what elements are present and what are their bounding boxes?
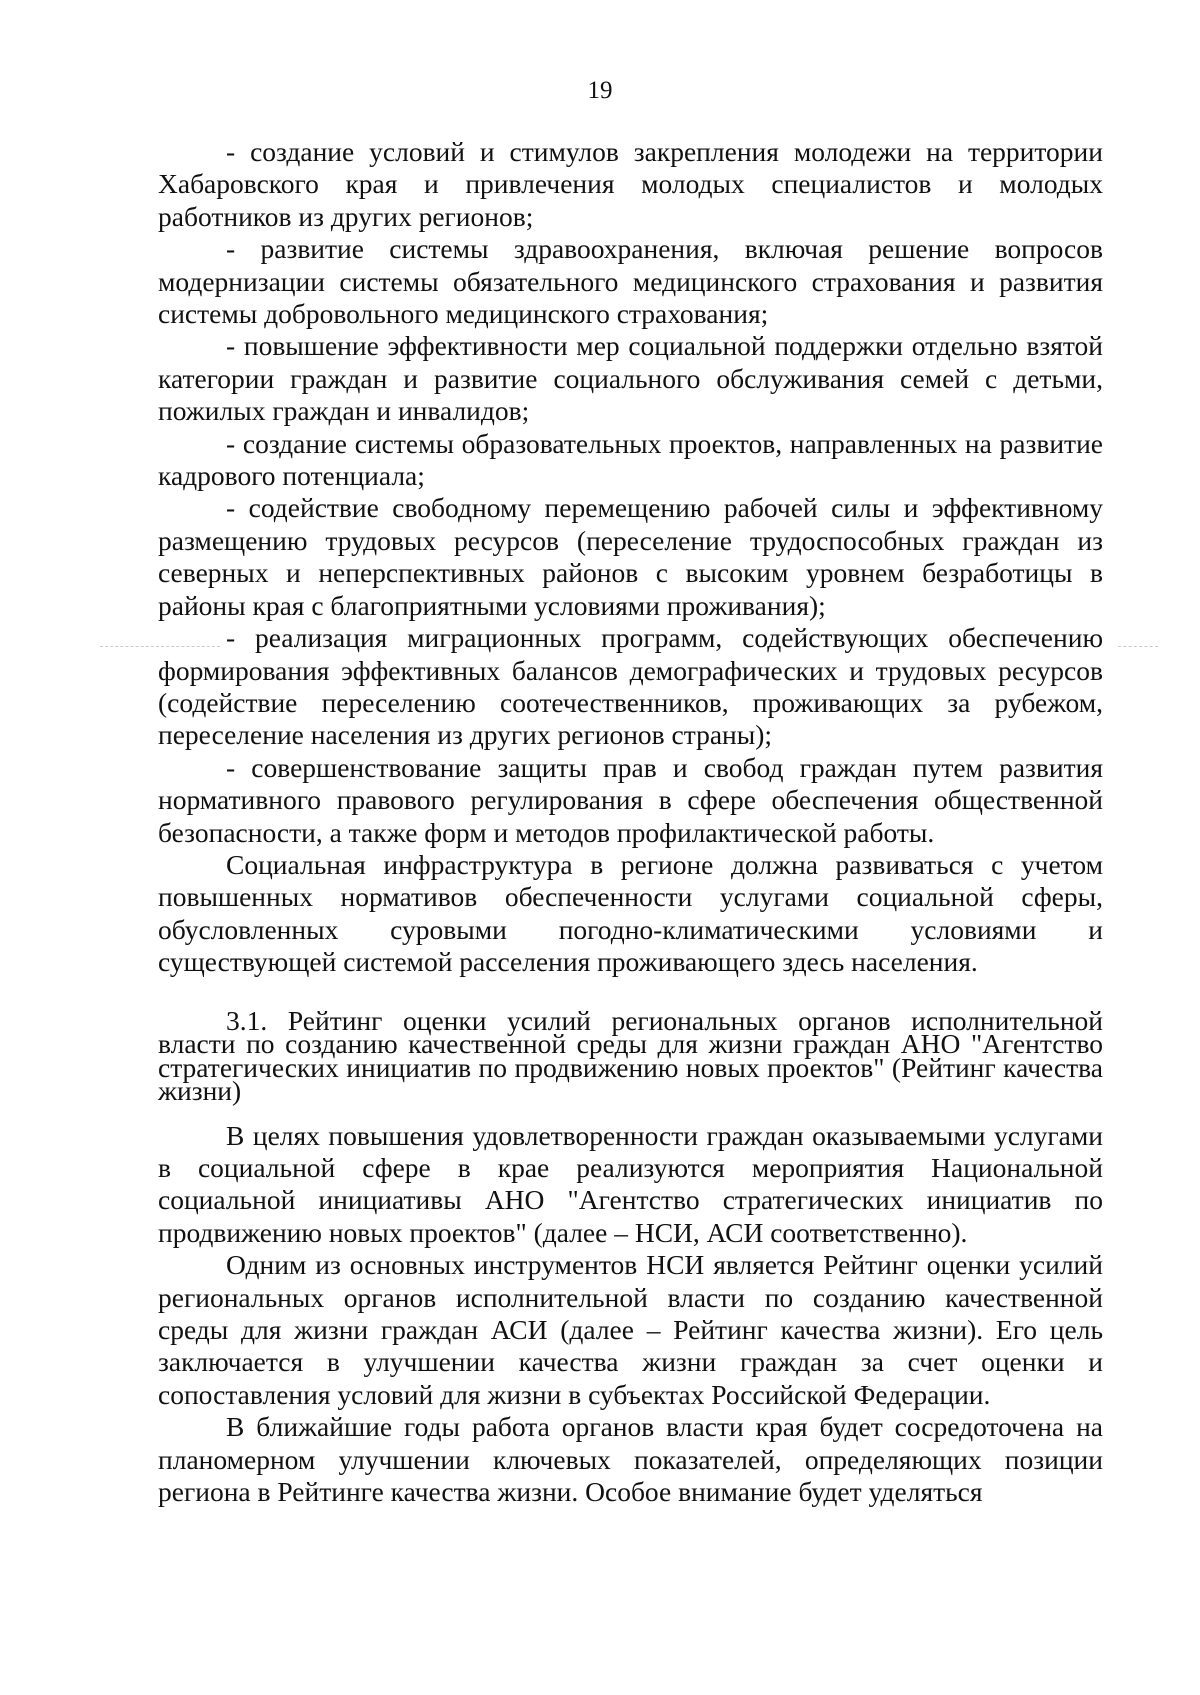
page-number: 19 — [587, 77, 613, 104]
paragraph-upcoming-work: В ближайшие годы работа органов власти края будет сосредоточена на планомерном улучшении ключевых показателей, определяющих позиции региона в Рейтинге качества жизни. Особое внимание будет уделяться — [158, 1411, 1103, 1508]
list-item-education-projects: - создание системы образовательных проектов, направленных на развитие кадрового потенциала; — [158, 427, 1103, 492]
list-item-migration-programs: - реализация миграционных программ, содействующих обеспечению формирования эффективных балансов демографических и трудовых ресурсов (содействие переселению соотечественников, проживающих за рубежом, переселение населения из других регионов страны); — [158, 622, 1103, 751]
paragraph-nsi-measures: В целях повышения удовлетворенности граждан оказываемыми услугами в социальной сфере в крае реализуются мероприятия Национальной социальной инициативы АНО "Агентство стратегических инициатив по продвижению новых проектов" (далее – НСИ, АСИ соответственно). — [158, 1119, 1103, 1248]
list-item-social-support: - повышение эффективности мер социальной поддержки отдельно взятой категории граждан и развитие социального обслуживания семей с детьми, пожилых граждан и инвалидов; — [158, 330, 1103, 427]
document-body — [158, 136, 1103, 1508]
list-item-labor-mobility: - содействие свободному перемещению рабочей силы и эффективному размещению трудовых ресурсов (переселение трудоспособных граждан из северных и неперспективных районов с высоким уровнем безработицы в районы края с благоприятными условиями проживания); — [158, 492, 1103, 621]
paragraph-social-infrastructure: Социальная инфраструктура в регионе должна развиваться с учетом повышенных нормативов обеспеченности услугами социальной сферы, обусловленных суровыми погодно-климатическими условиями и существующей системой расселения проживающего здесь населения. — [158, 848, 1103, 978]
scan-artifact-right — [1118, 646, 1158, 647]
list-item-rights-protection: - совершенствование защиты прав и свобод граждан путем развития нормативного правового регулирования в сфере обеспечения общественной безопасности, а также форм и методов профилактической работы. — [158, 751, 1103, 848]
list-item-healthcare: - развитие системы здравоохранения, включая решение вопросов модернизации системы обязательного медицинского страхования и развития системы добровольного медицинского страхования; — [158, 233, 1103, 330]
section-heading: 3.1. Рейтинг оценки усилий региональных органов исполнительной власти по созданию качественной среды для жизни граждан АНО "Агентство стратегических инициатив по продвижению новых проектов" (Рейтинг качества жизни) — [158, 1004, 1103, 1107]
list-item-youth-retention: - создание условий и стимулов закрепления молодежи на территории Хабаровского края и привлечения молодых специалистов и молодых работников из других регионов; — [158, 136, 1103, 232]
paragraph-rating-tool: Одним из основных инструментов НСИ является Рейтинг оценки усилий региональных органов исполнительной власти по созданию качественной среды для жизни граждан АСИ (далее – Рейтинг качества жизни). Его цель заключается в улучшении качества жизни граждан за счет оценки и сопоставления условий для жизни в субъектах Российской Федерации. — [158, 1249, 1103, 1410]
